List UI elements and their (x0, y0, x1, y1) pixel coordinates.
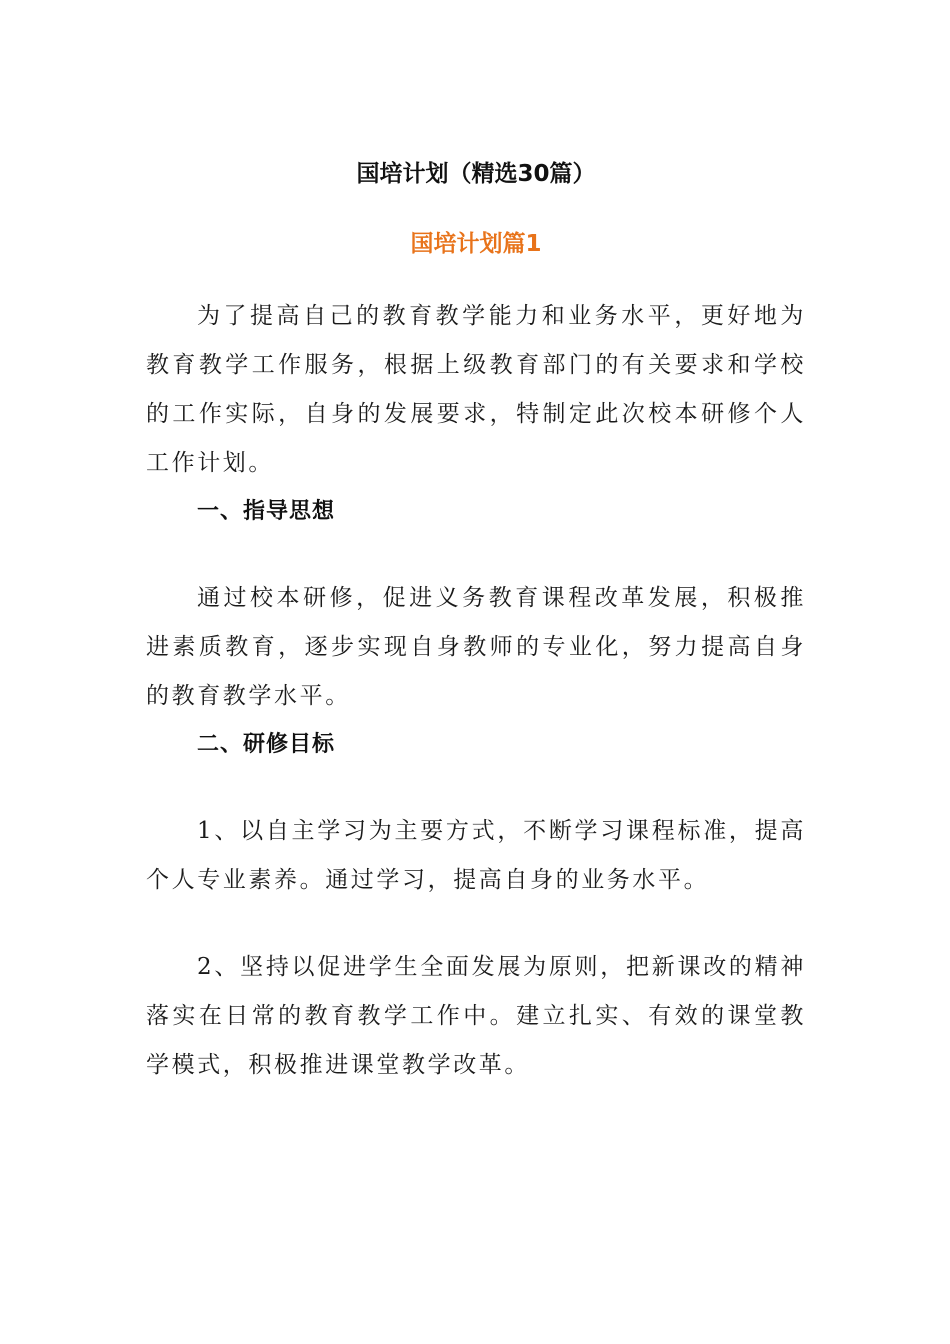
document-content (146, 150, 806, 1090)
heading-study-goals: 二、研修目标 (197, 732, 336, 757)
goal-item-2: 2、坚持以促进学生全面发展为原则，把新课改的精神落实在日常的教育教学工作中。建立扎实、有效的课堂教学模式，积极推进课堂教学改革。 (146, 954, 806, 1078)
guiding-ideology-paragraph: 通过校本研修，促进义务教育课程改革发展，积极推进素质教育，逐步实现自身教师的专业化，努力提高自身的教育教学水平。 (146, 585, 806, 709)
section-title: 国培计划篇1 (410, 231, 542, 257)
document-title: 国培计划（精选30篇） (356, 161, 596, 187)
heading-guiding-ideology: 一、指导思想 (197, 499, 336, 524)
goal-item-1: 1、以自主学习为主要方式，不断学习课程标准，提高个人专业素养。通过学习，提高自身的业务水平。 (146, 818, 806, 893)
intro-paragraph: 为了提高自己的教育教学能力和业务水平，更好地为教育教学工作服务，根据上级教育部门的有关要求和学校的工作实际，自身的发展要求，特制定此次校本研修个人工作计划。 (146, 303, 806, 476)
